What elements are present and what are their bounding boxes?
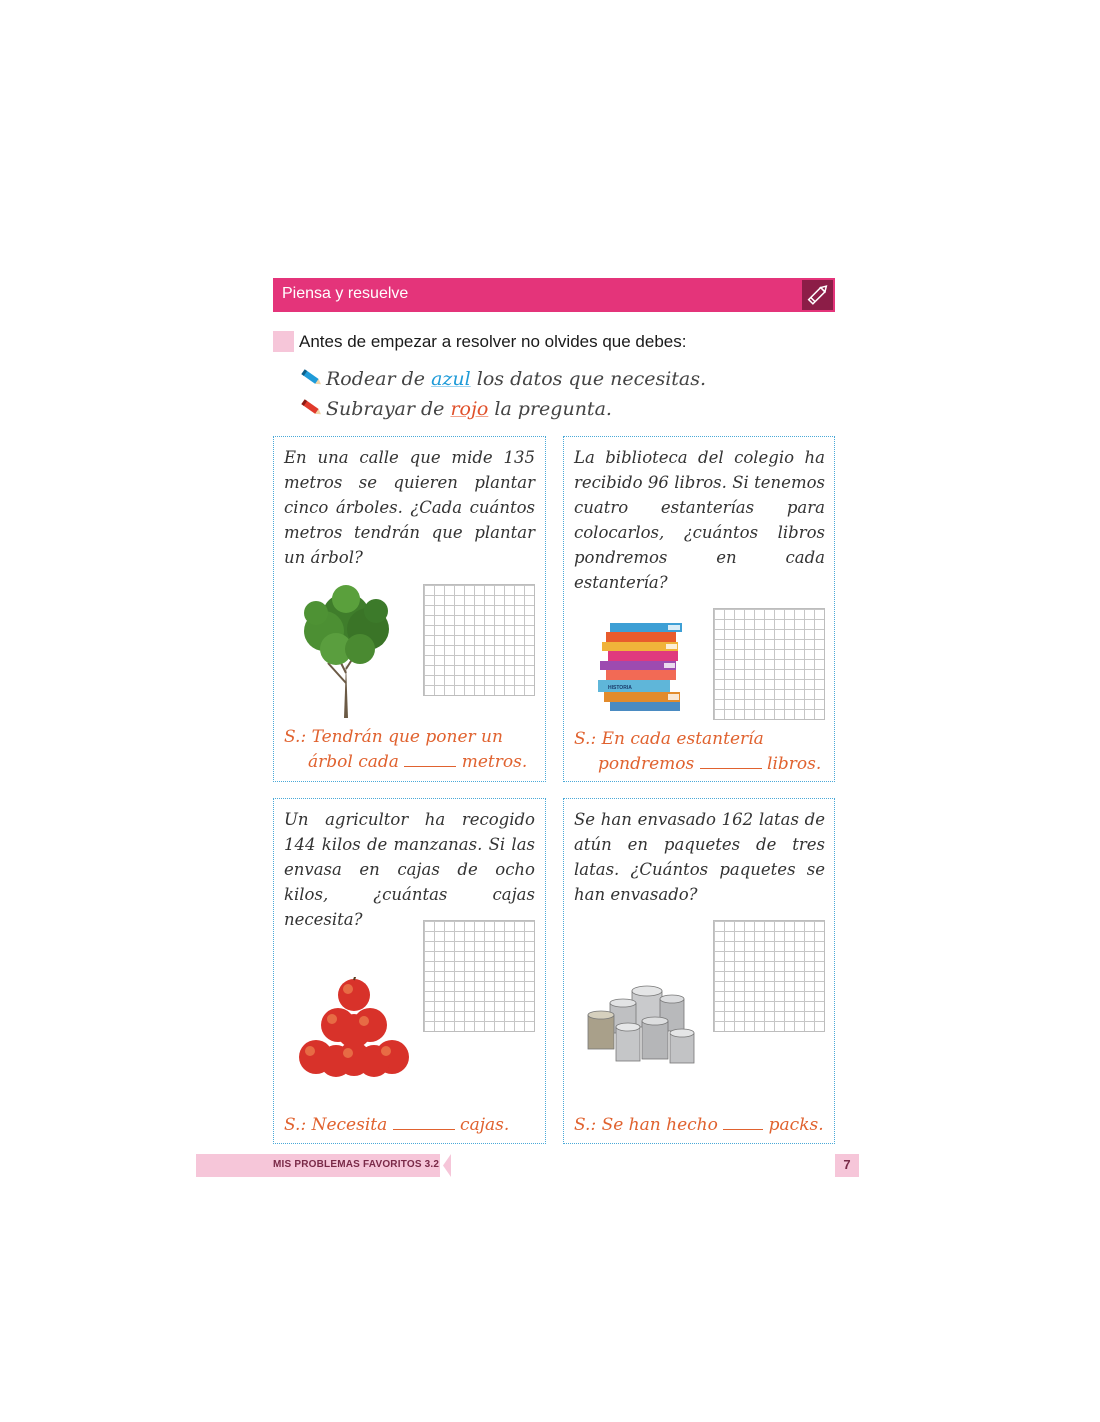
section-title: Piensa y resuelve bbox=[282, 285, 409, 302]
solution-1 bbox=[284, 725, 542, 775]
problem-4-text: Se han envasado 162 latas de atún en paquetes de tres latas. ¿Cuántos paquetes se han envasado? bbox=[574, 810, 825, 904]
answer-blank-4[interactable] bbox=[723, 1115, 763, 1130]
solution-1-line-2 bbox=[284, 750, 542, 775]
solution-2 bbox=[574, 727, 832, 777]
rule-2-before: Subrayar de bbox=[326, 398, 451, 420]
problem-card-1 bbox=[273, 436, 546, 782]
rule-1-before: Rodear de bbox=[326, 368, 432, 390]
pencil-icon bbox=[802, 280, 833, 310]
book-title: MIS PROBLEMAS FAVORITOS 3.2 bbox=[273, 1159, 440, 1170]
problem-card-2 bbox=[563, 436, 835, 782]
tree-illustration bbox=[296, 583, 396, 719]
answer-blank-3[interactable] bbox=[393, 1115, 455, 1130]
problem-3-text: Un agricultor ha recogido 144 kilos de manzanas. Si las envasa en cajas de ocho kilos, ¿cuántas cajas necesita? bbox=[284, 810, 535, 929]
books-illustration bbox=[596, 619, 692, 715]
problem-card-3 bbox=[273, 798, 546, 1144]
work-grid-1[interactable] bbox=[423, 584, 535, 696]
rule-2-highlight: rojo bbox=[450, 398, 489, 420]
solution-4-prefix: S.: Se han hecho bbox=[574, 1115, 718, 1135]
red-pencil-icon bbox=[300, 399, 324, 417]
solution-4 bbox=[574, 1113, 832, 1138]
rule-2-after: la pregunta. bbox=[488, 398, 612, 420]
apples-illustration bbox=[298, 977, 410, 1079]
solution-1-prefix: árbol cada bbox=[308, 752, 399, 772]
solution-3 bbox=[284, 1113, 542, 1138]
rule-1-highlight: azul bbox=[431, 368, 471, 390]
page-number: 7 bbox=[843, 1157, 851, 1172]
solution-3-unit: cajas. bbox=[460, 1115, 510, 1135]
book-spine-label: HISTORIA bbox=[608, 685, 632, 691]
answer-blank-1[interactable] bbox=[404, 752, 456, 767]
cans-illustration bbox=[586, 985, 698, 1069]
solution-4-unit: packs. bbox=[768, 1115, 824, 1135]
intro-text: Antes de empezar a resolver no olvides que debes: bbox=[299, 332, 687, 351]
work-grid-2[interactable] bbox=[713, 608, 825, 720]
problem-1-text: En una calle que mide 135 metros se quieren plantar cinco árboles. ¿Cada cuántos metros tendrán que plantar un árbol? bbox=[284, 448, 535, 567]
problem-card-4 bbox=[563, 798, 835, 1144]
solution-1-line-1: S.: Tendrán que poner un bbox=[284, 727, 503, 747]
rule-circle-blue bbox=[300, 368, 706, 390]
solution-2-prefix: pondremos bbox=[598, 754, 695, 774]
solution-2-unit: libros. bbox=[767, 754, 822, 774]
rule-underline-red bbox=[300, 398, 612, 420]
problem-2-text: La biblioteca del colegio ha recibido 96 libros. Si tenemos cuatro estanterías para colocarlos, ¿cuántos libros pondremos en cada estantería? bbox=[574, 448, 825, 592]
solution-3-prefix: S.: Necesita bbox=[284, 1115, 388, 1135]
intro-bullet bbox=[273, 331, 294, 352]
rule-1-after: los datos que necesitas. bbox=[470, 368, 707, 390]
solution-1-unit: metros. bbox=[461, 752, 528, 772]
solution-2-line-2 bbox=[574, 752, 832, 777]
work-grid-3[interactable] bbox=[423, 920, 535, 1032]
work-grid-4[interactable] bbox=[713, 920, 825, 1032]
answer-blank-2[interactable] bbox=[700, 754, 762, 769]
blue-pencil-icon bbox=[300, 369, 324, 387]
solution-2-line-1: S.: En cada estantería bbox=[574, 729, 764, 749]
